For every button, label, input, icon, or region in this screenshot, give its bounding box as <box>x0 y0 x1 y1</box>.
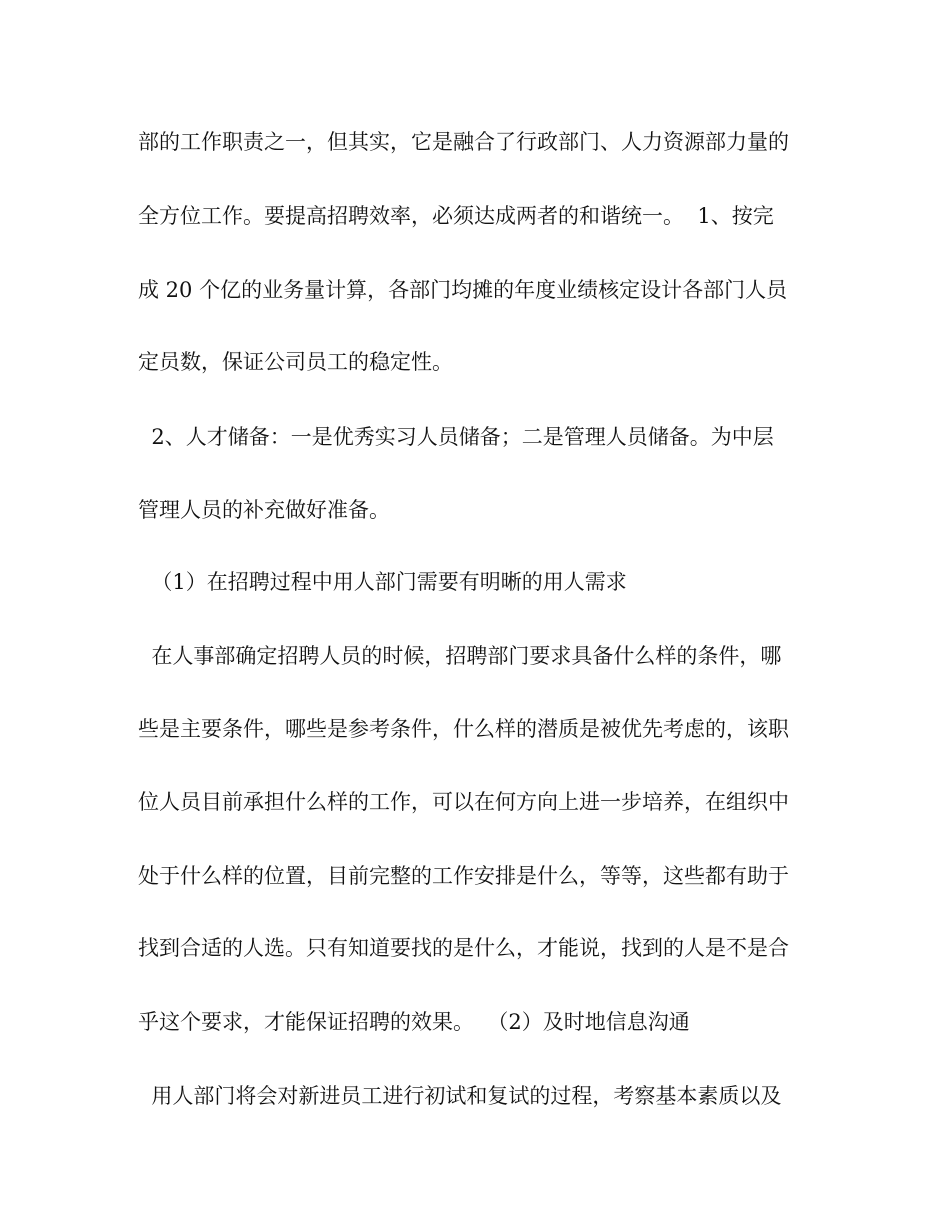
text-line-14: 用人部门将会对新进员工进行初试和复试的过程，考察基本素质以及 <box>138 1084 782 1108</box>
text-line-11: 处于什么样的位置，目前完整的工作安排是什么，等等，这些都有助于 <box>138 864 789 888</box>
text-line-8: 在人事部确定招聘人员的时候，招聘部门要求具备什么样的条件，哪 <box>138 644 782 668</box>
text-line-5: 2、人才储备：一是优秀实习人员储备；二是管理人员储备。为中层 <box>138 425 774 449</box>
text-line-12: 找到合适的人选。只有知道要找的是什么，才能说，找到的人是不是合 <box>138 936 789 960</box>
text-line-3: 成 20 个亿的业务量计算，各部门均摊的年度业绩核定设计各部门人员 <box>138 278 788 302</box>
text-line-13: 乎这个要求，才能保证招聘的效果。 （2）及时地信息沟通 <box>138 1010 690 1034</box>
text-line-9: 些是主要条件，哪些是参考条件，什么样的潜质是被优先考虑的，该职 <box>138 717 789 741</box>
text-line-10: 位人员目前承担什么样的工作，可以在何方向上进一步培养，在组织中 <box>138 790 789 814</box>
text-line-7: （1）在招聘过程中用人部门需要有明晰的用人需求 <box>138 570 627 594</box>
text-line-2: 全方位工作。要提高招聘效率，必须达成两者的和谐统一。 1、按完 <box>138 204 774 228</box>
text-line-4: 定员数，保证公司员工的稳定性。 <box>138 350 453 374</box>
text-line-1: 部的工作职责之一，但其实，它是融合了行政部门、人力资源部力量的 <box>138 130 789 154</box>
text-line-6: 管理人员的补充做好准备。 <box>138 498 390 522</box>
